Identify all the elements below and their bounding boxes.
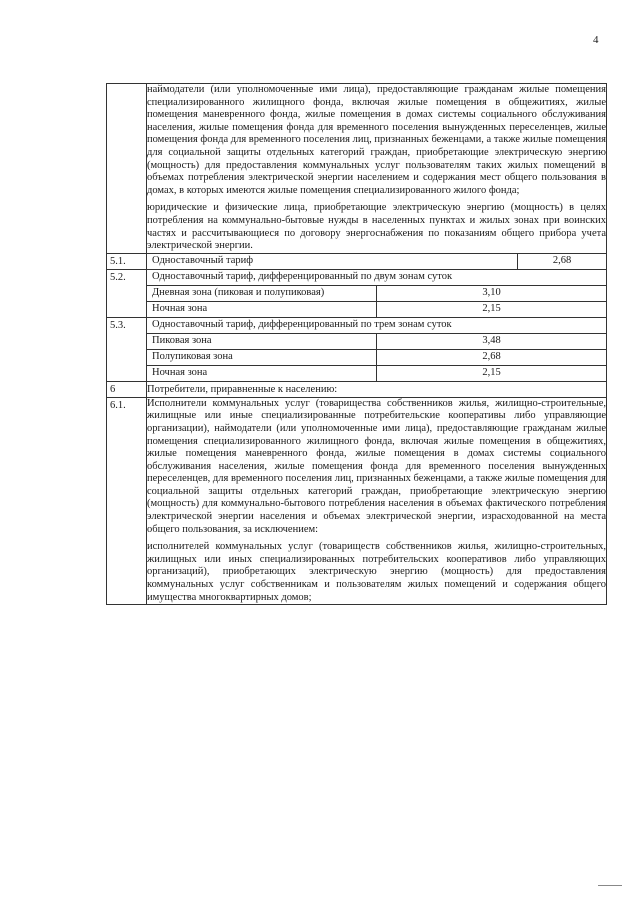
tariff-label: Одноставочный тариф, дифференцированный по трем зонам суток [152,319,452,331]
zone-value: 3,10 [377,285,607,301]
tariff-table [106,83,607,605]
description-paragraph: исполнителей коммунальных услуг (товариществ собственников жилья, жилищно-строительных, жилищных или иных специализированных потребительских кооперативов либо управляющих организаций), приобретающих электрическую энергию (мощность) для предоставления коммунальных услуг собственникам и пользователям жилых помещений и содержания общего имущества многоквартирных домов; [147,541,606,603]
row-number: 6 [107,381,147,397]
table-row [107,381,607,397]
row-description [147,397,607,605]
table-row [107,84,607,254]
table-row [107,253,607,269]
table-row [107,317,607,381]
row-number: 5.2. [107,269,147,317]
row-number: 5.3. [107,317,147,381]
row-number: 5.1. [107,253,147,269]
intro-paragraph: наймодатели (или уполномоченные ими лица), предоставляющие гражданам жилые помещения специализированного жилищного фонда, включая жилые помещения в общежитиях, жилые помещения маневренного фонда, жилые помещения в домах системы социального обслуживания населения, жилые помещения фонда для временного поселения вынужденных переселенцев, жилые помещения фонда для временного поселения лиц, признанных беженцами, а также жилые помещения для социальной защиты отдельных категорий граждан, приобретающие электрическую энергию (мощность) для предоставления коммунальных услуг пользователям таких жилых помещений в объемах потребления электрической энергии населением и содержания мест общего пользования в домах, в которых имеются жилые помещения специализированного жилого фонда; [147,84,606,196]
zone-value: 2,15 [377,301,607,317]
tariff-label: Одноставочный тариф [152,255,254,267]
section-heading: Потребители, приравненные к населению: [147,381,607,397]
tariff-value: 2,68 [518,254,607,269]
zone-label: Пиковая зона [147,333,377,349]
page-edge-mark [598,885,622,886]
row-number [107,84,147,254]
zone-label: Ночная зона [147,365,377,381]
page-number: 4 [593,34,599,46]
zone-value: 2,15 [377,365,607,381]
zone-value: 2,68 [377,349,607,365]
tariff-label: Одноставочный тариф, дифференцированный по двум зонам суток [152,271,453,283]
table-row [107,269,607,317]
row-number: 6.1. [107,397,147,605]
zone-label: Ночная зона [147,301,377,317]
zone-label: Дневная зона (пиковая и полупиковая) [147,285,377,301]
zone-value: 3,48 [377,333,607,349]
description-paragraph: Исполнители коммунальных услуг (товарищества собственников жилья, жилищно-строительные, жилищные или иные специализированные потребительские кооперативы либо управляющие организации), наймодатели (или уполномоченные ими лица), предоставляющие гражданам жилые помещения специализированного жилищного фонда, включая жилые помещения в общежитиях, жилые помещения маневренного фонда, жилые помещения в домах системы социального обслуживания населения, жилые помещения фонда для временного поселения вынужденных переселенцев, для временного поселения лиц, признанных беженцами, а также жилые помещения для социальной защиты отдельных категорий граждан, приобретающие электрическую энергию (мощность) для коммунально-бытового потребления населения в объемах фактического потребления электрической энергии населения и объемах электрической энергии, израсходованной на места общего пользования, за исключением: [147,397,607,535]
intro-paragraph: юридические и физические лица, приобретающие электрическую энергию (мощность) в целях потребления на коммунально-бытовые нужды в населенных пунктах и жилых зонах при воинских частях и рассчитывающиеся по договору энергоснабжения по показаниям общего прибора учета электрической энергии. [147,202,606,252]
zone-label: Полупиковая зона [147,349,377,365]
row-description [147,84,607,254]
table-row [107,397,607,605]
